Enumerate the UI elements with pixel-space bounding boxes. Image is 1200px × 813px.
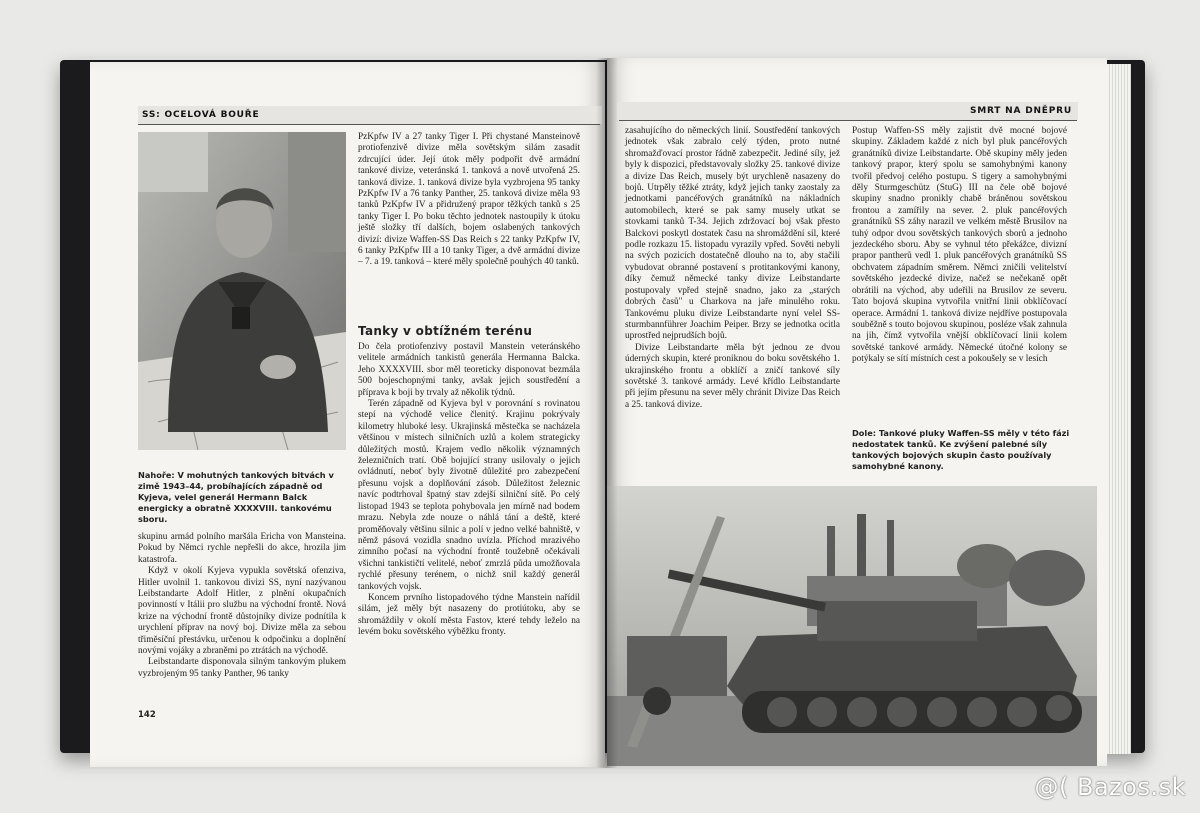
right-column-2 (852, 126, 1067, 366)
watermark: @( Bazos.sk (1034, 773, 1186, 801)
tank-caption: Dole: Tankové pluky Waffen-SS měly v této fázi nedostatek tanků. Ke zvýšení palebné síly tankových bojových skupin často používaly samohybné kanony. (852, 428, 1070, 471)
paragraph: PzKpfw IV a 27 tanky Tiger I. Při chystané Mansteinově protiofenzivě divize měla sovětským silám zasadit zdrcující úder. Její útok měly podpořit dvě armádní tankové divize, veteránská 1. tanková a nově utvořená 25. tanková divize. 1. tanková divize byla vyzbrojena 95 tanky PzKpfw IV a 76 tanky Panther, 25. tanková divize měla 93 tanků PzKpfw IV a přidružený prapor těžkých tanků s 25 tanky Tiger I. Po boku těchto jednotek nastoupily k útoku ještě složky tří dalších, bojem oslabených tankových divizí: divize Waffen-SS Das Reich s 22 tanky PzKpfw IV, 6 tanky PzKpfw III a 10 tanky Tiger, a dvě armádní divize – 7. a 19. tanková – které měly společně pouhých 40 tanků. (358, 132, 580, 268)
header-rule-left (138, 124, 600, 125)
paragraph: zasahujícího do německých linií. Soustředění tankových jednotek však zabralo celý týden, proto nutné shromažďovací prostor řádně zabezpečit. Jediné síly, jež byly k dispozici, představovaly složky 25. tankové divize a divize Das Reich, musely být urychleně nasazeny do bojů. Utrpěly těžké ztráty, když jejich tanky zaostaly za jednotkami pancéřových granátníků na nákladních automobilech, které se pak samy musely utkat se stovkami tanků T-34. Jejich zdržovací boj však přesto Balckovi poskytl dostatek času na shromáždění sil, které podle rozkazu 15. listopadu vyrazily vpřed. Sověti nebyli na svých pozicích dostatečně dlouho na to, aby stačili vybudovat obranné postavení s protitankovými kanony, díky čemuž německé tanky divize Leibstandarte postupovaly vpřed stejně snadno, jako za „starých dobrých časů" u Charkova na jaře minulého roku. Tankovému pluku divize Leibstandarte nyní velel SS-sturmbannführer Joachim Peiper. Brzy se jednotka ocitla uprostřed nejprudších bojů. (625, 126, 840, 342)
paragraph: Divize Leibstandarte měla být jednou ze dvou úderných skupin, které proniknou do boku sovětského 1. ukrajinského frontu a obklíčí a zničí tankové síly sovětské 3. tankové armády. Levé křídlo Leibstandarte při jejím přesunu na sever měly chránit Divize Das Reich a 25. tanková divize. (625, 342, 840, 410)
portrait-photo (138, 132, 346, 450)
left-column-1 (138, 532, 346, 680)
portrait-image (138, 132, 346, 450)
left-column-2-bottom (358, 342, 580, 639)
paragraph: Terén západně od Kyjeva byl v porovnání s rovinatou stepí na východě velice členitý. Krajinu pokrývaly kilometry hluboké lesy. Ukrajinská městečka se nacházela většinou v místech silničních uzlů a kolem strategicky důležitých mostů. Krajem vedlo několik významných železničních tratí. Obě bojující strany usilovaly o jejich ovládnutí, neboť byly životně důležité pro zabezpečení přesunu vojsk a doplňování zásob. Důležitost železnic navíc podtrhoval špatný stav zdejší silniční sítě. Po celý listopad 1943 se teplota pohybovala jen mírně nad bodem mrazu. Nebyla zde nouze o náhlá tání a deště, které proměňovaly většinu silnic a polí v jedno velké bahniště, v němž pásová vozidla snadno uvízla. Příchod mrazivého zimního počasí na východní frontě toužebně očekávali všichni tankističtí velitelé, neboť zmrzlá půda umožňovala rychlé přesuny terénem, o nichž snil každý generál tankových vojsk. (358, 399, 580, 592)
paragraph: skupinu armád polního maršála Ericha von Mansteina. Pokud by Němci rychle nepřešli do akce, hrozila jim katastrofa. (138, 532, 346, 565)
left-page (90, 62, 605, 767)
right-page (607, 58, 1107, 766)
portrait-caption: Nahoře: V mohutných tankových bitvách v zimě 1943–44, probíhajících západně od Kyjeva, velel generál Hermann Balck energicky a obratně XXXXVIII. tankovému sboru. (138, 470, 334, 524)
running-head-right: SMRT NA DNĚPRU (617, 102, 1078, 120)
running-head-left: SS: OCELOVÁ BOUŘE (138, 106, 602, 124)
book-gutter (596, 58, 618, 768)
right-column-1 (625, 126, 840, 411)
tank-image (607, 486, 1097, 766)
paragraph: Když v okolí Kyjeva vypukla sovětská ofenziva, Hitler uvolnil 1. tankovou divizi SS, nyní nazývanou Leibstandarte Adolf Hitler, z plnění okupačních povinností v Itálii pro službu na východní frontě. Nová krize na východní frontě důstojníky divize podnítila k urychlení příprav na nový boj. Divize měla za sebou třiměsíční přestávku, určenou k odpočinku a doplnění novými vojáky a zbraněmi po ztrátách na východě. (138, 566, 346, 657)
section-subheading: Tanky v obtížném terénu (358, 324, 533, 338)
tank-photo (607, 486, 1097, 766)
paragraph: Postup Waffen-SS měly zajistit dvě mocné bojové skupiny. Základem každé z nich byl pluk pancéřových granátníků divize Leibstandarte. Obě skupiny měly jeden tankový prapor, který spolu se samohybnými kanony tvořil předvoj celého postupu. S tigery a samohybnými děly Sturmgeschütz (StuG) III na čele obě bojové skupiny snadno pronikly chabě bráněnou sovětskou frontou a zamířily na sever. 2. pluk pancéřových granátníků SS záhy narazil ve velkém městě Brusilov na tuhý odpor dvou sovětských tankových sborů a jednoho jezdeckého sboru. Aby se vyhnul této překážce, divizní prapor pantherů vedl 1. pluk pancéřových granátníků SS obchvatem západním směrem. Němci zničili velitelství sovětského jezdecké divize, načež se nečekaně opět obrátili na východ, aby udeřili na Brusilov ze severu. Tato bojová skupina vytvořila vnitřní linii obklíčovací operace. Armádní 1. tanková divize nejdříve postupovala souběžně s touto bojovou skupinou, posléze však zahnula na jih, čímž vytvořila vnější obklíčovací linii kolem sovětské tankové armády. Německé útočné kolony se potýkaly se sítí místních cest a pokoušely se v lesích (852, 126, 1067, 365)
header-rule-right (619, 120, 1077, 121)
paragraph: Do čela protiofenzivy postavil Manstein veteránského velitele armádních tankistů generála Hermanna Balcka. Jeho XXXXVIII. sbor měl teoreticky disponovat bezmála 500 bojeschopnými tanky, avšak jejich soustředění a příprava k boji by trvaly až několik týdnů. (358, 342, 580, 398)
paragraph: Koncem prvního listopadového týdne Manstein nařídil silám, jež měly být nasazeny do protiútoku, aby se shromáždily v okolí města Fastov, které tehdy leželo na levém boku sovětského výběžku fronty. (358, 592, 580, 638)
left-column-2-top (358, 132, 580, 269)
page-number: 142 (138, 710, 156, 720)
paragraph: Leibstandarte disponovala silným tankovým plukem vyzbrojeným 95 tanky Panther, 96 tanky (138, 657, 346, 679)
